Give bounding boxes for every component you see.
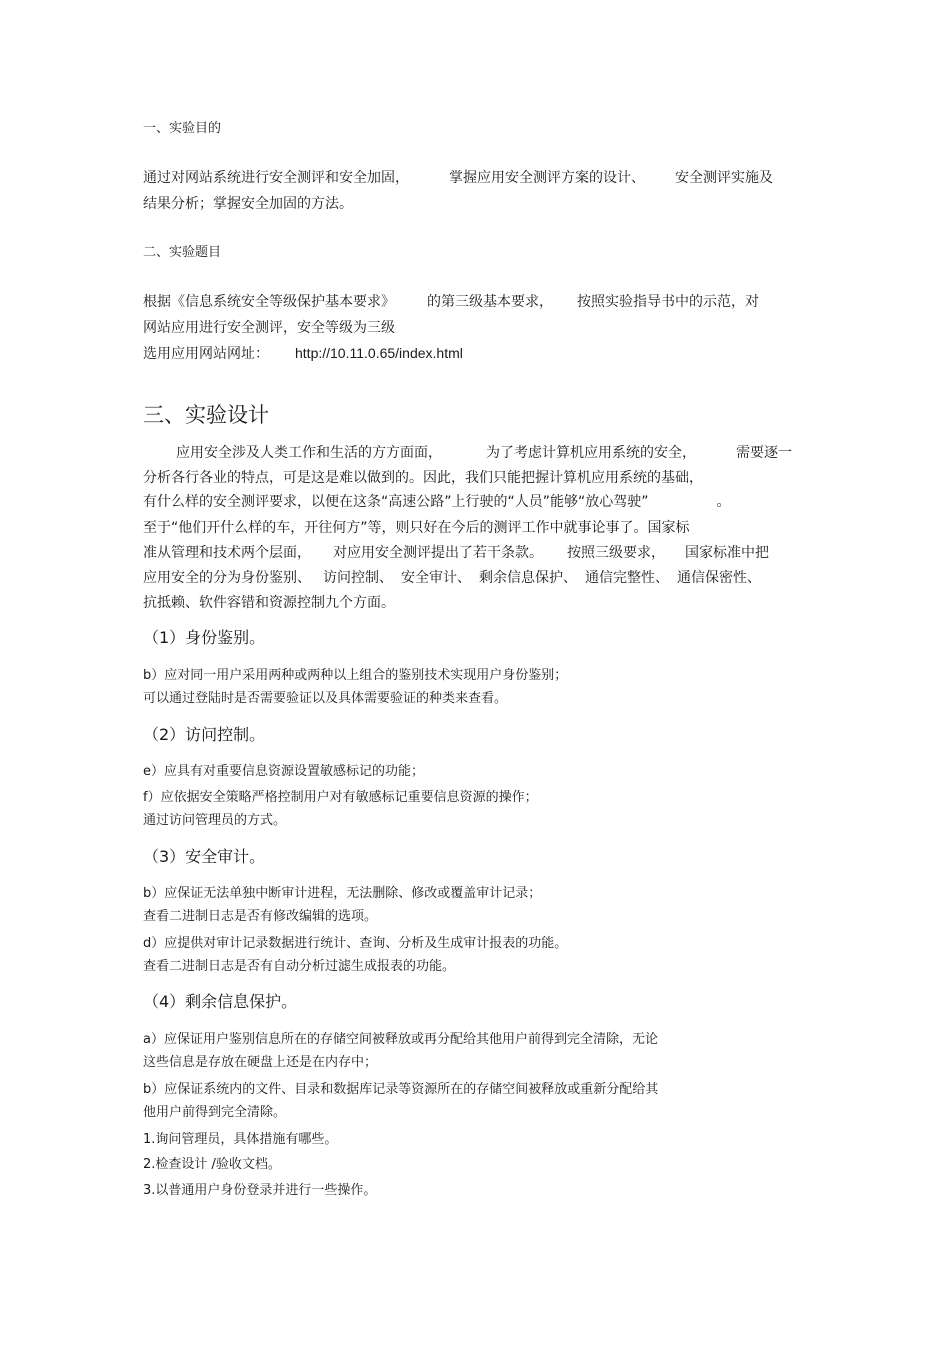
item-line: d）应提供对审计记录数据进行统计、查询、分析及生成审计报表的功能。 — [143, 936, 568, 951]
text-run: 安全测评实施及 — [675, 170, 773, 186]
text-run: 通信完整性、 — [585, 570, 669, 586]
item-line: 3.以普通用户身份登录并进行一些操作。 — [143, 1183, 377, 1198]
text-run: 。 — [716, 494, 731, 510]
url-line — [143, 343, 463, 364]
subheading-access-control: （2）访问控制。 — [143, 725, 266, 744]
site-url: http://10.11.0.65/index.html — [295, 345, 463, 361]
item-line: b）应保证无法单独中断审计进程，无法删除、修改或覆盖审计记录； — [143, 886, 542, 901]
text-run: 通过对网站系统进行安全测评和安全加固， — [143, 170, 409, 186]
section-heading-design: 三、实验设计 — [143, 403, 269, 427]
item-line: e）应具有对重要信息资源设置敏感标记的功能； — [143, 764, 424, 779]
item-line: a）应保证用户鉴别信息所在的存储空间被释放或再分配给其他用户前得到完全清除，无论 — [143, 1032, 658, 1047]
text-run: 根据《信息系统安全等级保护基本要求》 — [143, 294, 395, 310]
subheading-residual-info: （4）剩余信息保护。 — [143, 992, 298, 1011]
text-run: 掌握应用安全测评方案的设计、 — [449, 170, 645, 186]
intro-line-6 — [143, 568, 761, 588]
text-run: 应用安全的分为身份鉴别、 — [143, 570, 311, 586]
item-line: 这些信息是存放在硬盘上还是在内存中； — [143, 1055, 378, 1070]
intro-line-1 — [176, 443, 792, 463]
topic-line-2: 网站应用进行安全测评，安全等级为三级 — [143, 320, 395, 336]
text-run: 的第三级基本要求， — [427, 294, 553, 310]
item-line: 1.询问管理员，具体措施有哪些。 — [143, 1132, 338, 1147]
intro-line-5 — [143, 543, 769, 563]
text-run: 国家标准中把 — [685, 545, 769, 561]
item-line: 可以通过登陆时是否需要验证以及具体需要验证的种类来查看。 — [143, 691, 508, 706]
intro-line-2: 分析各行各业的特点，可是这是难以做到的。因此，我们只能把握计算机应用系统的基础， — [143, 470, 703, 486]
item-line: f）应依据安全策略严格控制用户对有敏感标记重要信息资源的操作； — [143, 790, 538, 805]
subheading-identity-auth: （1）身份鉴别。 — [143, 628, 266, 647]
text-run: 为了考虑计算机应用系统的安全， — [486, 445, 696, 461]
topic-line-1 — [143, 292, 759, 312]
subheading-security-audit: （3）安全审计。 — [143, 847, 266, 866]
text-run: 需要逐一 — [736, 445, 792, 461]
item-line: 2.检查设计 /验收文档。 — [143, 1157, 281, 1172]
item-line: 查看二进制日志是否有自动分析过滤生成报表的功能。 — [143, 959, 456, 974]
intro-line-4: 至于“他们开什么样的车，开往何方”等，则只好在今后的测评工作中就事论事了。国家标 — [143, 520, 690, 536]
text-run: 准从管理和技术两个层面， — [143, 545, 311, 561]
text-run: 安全审计、 — [401, 570, 471, 586]
text-run: 按照实验指导书中的示范，对 — [577, 294, 759, 310]
item-line: b）应对同一用户采用两种或两种以上组合的鉴别技术实现用户身份鉴别； — [143, 668, 568, 683]
text-run: 剩余信息保护、 — [479, 570, 577, 586]
intro-line-3 — [143, 492, 731, 512]
text-run: 对应用安全测评提出了若干条款。 — [333, 545, 543, 561]
url-label: 选用应用网站网址： — [143, 346, 269, 362]
item-line: 查看二进制日志是否有修改编辑的选项。 — [143, 909, 378, 924]
text-run: 访问控制、 — [323, 570, 393, 586]
text-run: 按照三级要求， — [567, 545, 665, 561]
section-heading-topic: 二、实验题目 — [143, 245, 222, 260]
intro-line-7: 抗抵赖、软件容错和资源控制九个方面。 — [143, 595, 395, 611]
text-run: 有什么样的安全测评要求，以便在这条“高速公路”上行驶的“人员”能够“放心驾驶” — [143, 494, 649, 510]
purpose-line-1 — [143, 168, 773, 188]
text-run: 通信保密性、 — [677, 570, 761, 586]
item-line: b）应保证系统内的文件、目录和数据库记录等资源所在的存储空间被释放或重新分配给其 — [143, 1082, 659, 1097]
section-heading-purpose: 一、实验目的 — [143, 121, 222, 136]
item-line: 他用户前得到完全清除。 — [143, 1105, 287, 1120]
text-run: 应用安全涉及人类工作和生活的方方面面， — [176, 445, 442, 461]
purpose-line-2: 结果分析；掌握安全加固的方法。 — [143, 196, 353, 212]
item-line: 通过访问管理员的方式。 — [143, 813, 287, 828]
